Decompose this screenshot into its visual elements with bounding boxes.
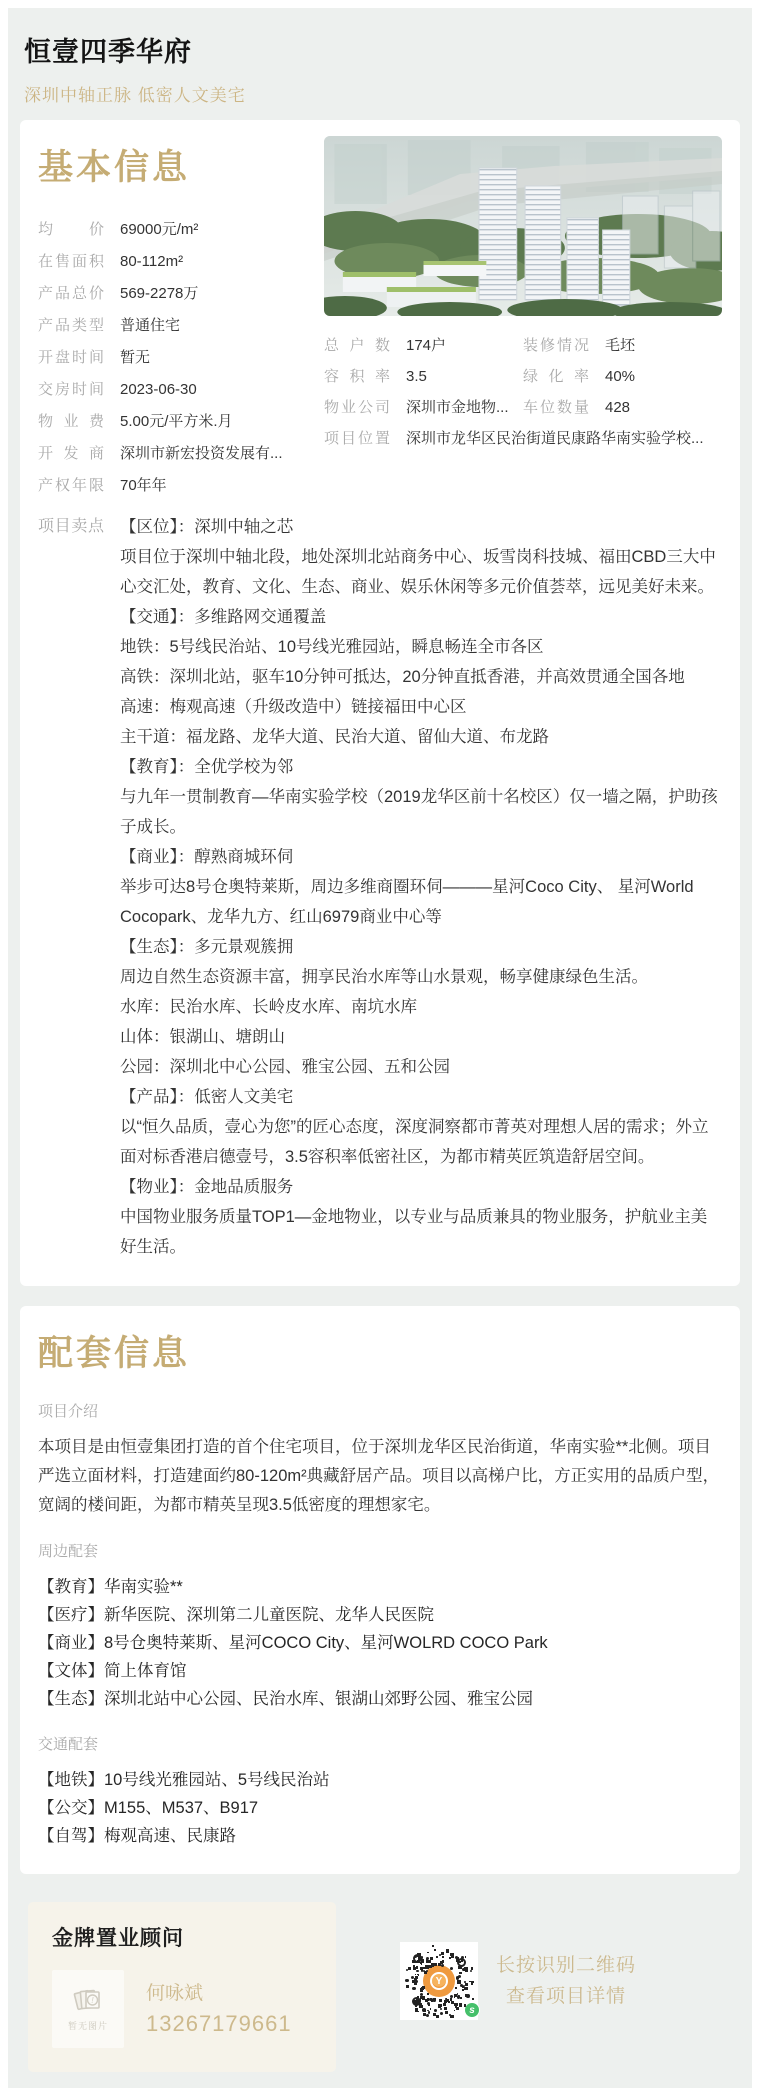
info-row-open-date xyxy=(38,342,324,374)
info-row-developer xyxy=(38,438,324,470)
info-value: 深圳市金地物... xyxy=(406,399,509,416)
selling-point-line: 周边自然生态资源丰富，拥享民治水库等山水景观，畅享健康绿色生活。 xyxy=(120,968,648,986)
selling-point-line: 【商业】：醇熟商城环伺 xyxy=(120,848,294,866)
info-label: 项目位置 xyxy=(324,430,390,447)
around-facility-item: 【文体】简上体育馆 xyxy=(38,1662,187,1680)
traffic-facility-list xyxy=(38,1766,722,1850)
consultant-card-title: 金牌置业顾问 xyxy=(52,1927,184,1950)
selling-point-line: 【交通】：多维路网交通覆盖 xyxy=(120,608,327,626)
info-value: 毛坯 xyxy=(605,337,636,354)
selling-points-section xyxy=(38,512,722,1262)
info-label: 均价 xyxy=(38,221,104,238)
traffic-facility-item: 【自驾】梅观高速、民康路 xyxy=(38,1827,236,1845)
selling-point-line: 举步可达8号仓奥特莱斯，周边多维商圈环伺———星河Coco City、 星河World Cocopark、龙华九方、红山6979商业中心等 xyxy=(120,878,694,926)
info-row-location xyxy=(324,423,722,455)
info-row-property-company xyxy=(324,392,523,423)
info-row-type xyxy=(38,310,324,342)
info-value: 70年年 xyxy=(120,477,167,494)
info-value: 深圳市新宏投资发展有... xyxy=(120,445,283,462)
qr-caption-line: 查看项目详情 xyxy=(506,1986,627,2007)
info-value: 69000元/m² xyxy=(120,221,199,238)
info-label: 物业公司 xyxy=(324,399,390,416)
consultant-phone[interactable]: 13267179661 xyxy=(146,2011,292,2036)
info-label: 装修情况 xyxy=(523,337,589,354)
no-image-text: 暂无图片 xyxy=(67,2021,108,2031)
info-value: 5.00元/平方米.月 xyxy=(120,413,233,430)
consultant-name: 何咏斌 xyxy=(146,1983,204,2004)
facility-info-card xyxy=(20,1306,740,1874)
info-row-total-price xyxy=(38,278,324,310)
info-value: 80-112m² xyxy=(120,253,184,270)
facility-info-heading: 配套信息 xyxy=(38,1334,191,1373)
info-value: 暂无 xyxy=(120,349,151,366)
around-facility-item: 【教育】华南实验** xyxy=(38,1578,183,1596)
around-facility-item: 【商业】8号仓奥特莱斯、星河COCO City、星河WOLRD COCO Park xyxy=(38,1634,548,1652)
mini-program-qr-code[interactable] xyxy=(400,1942,478,2020)
around-facility-item: 【生态】深圳北站中心公园、民治水库、银湖山郊野公园、雅宝公园 xyxy=(38,1690,533,1708)
info-value: 174户 xyxy=(406,337,447,354)
traffic-facility-label: 交通配套 xyxy=(38,1736,99,1753)
selling-point-line: 高铁：深圳北站，驱车10分钟可抵达，20分钟直抵香港，并高效贯通全国各地 xyxy=(120,668,685,686)
info-value: 普通住宅 xyxy=(120,317,181,334)
qr-block xyxy=(400,1942,636,2020)
footer-section xyxy=(28,1902,740,2072)
selling-point-line: 与九年一贯制教育—华南实验学校（2019龙华区前十名校区）仅一墙之隔，护助孩子成长。 xyxy=(120,788,718,836)
mini-program-badge-icon: s xyxy=(464,2002,480,2018)
info-label: 开盘时间 xyxy=(38,349,104,366)
consultant-card[interactable] xyxy=(28,1902,336,2072)
project-intro-text: 本项目是由恒壹集团打造的首个住宅项目，位于深圳龙华区民治街道，华南实验**北侧。项目严选立面材料，打造建面约80-120m²典藏舒居产品。项目以高梯户比，方正实用的品质户型，宽阔的楼间距，为都市精英呈现3.5低密度的理想家宅。 xyxy=(38,1438,720,1514)
qr-caption-line: 长按识别二维码 xyxy=(496,1955,637,1976)
selling-point-line: 公园：深圳北中心公园、雅宝公园、五和公园 xyxy=(120,1058,450,1076)
selling-point-line: 地铁：5号线民治站、10号线光雅园站，瞬息畅连全市各区 xyxy=(120,638,544,656)
info-value: 2023-06-30 xyxy=(120,381,197,398)
info-label: 在售面积 xyxy=(38,253,104,270)
info-label: 开发商 xyxy=(38,445,104,462)
selling-point-line: 主干道：福龙路、龙华大道、民治大道、留仙大道、布龙路 xyxy=(120,728,549,746)
info-label: 绿化率 xyxy=(523,368,589,385)
svg-text:!: ! xyxy=(91,1996,94,2005)
selling-point-line: 项目位于深圳中轴北段，地处深圳北站商务中心、坂雪岗科技城、福田CBD三大中心交汇处，教育、文化、生态、商业、娱乐休闲等多元价值荟萃，远见美好未来。 xyxy=(120,548,716,596)
traffic-facility-item: 【地铁】10号线光雅园站、5号线民治站 xyxy=(38,1771,330,1789)
info-row-price xyxy=(38,214,324,246)
info-row-area xyxy=(38,246,324,278)
selling-point-line: 【产品】：低密人文美宅 xyxy=(120,1088,294,1106)
info-value: 深圳市龙华区民治街道民康路华南实验学校... xyxy=(406,430,704,447)
info-label: 产权年限 xyxy=(38,477,104,494)
info-row-delivery-date xyxy=(38,374,324,406)
info-row-parking xyxy=(523,392,722,423)
project-title: 恒壹四季华府 xyxy=(24,37,192,67)
traffic-facility-item: 【公交】M155、M537、B917 xyxy=(38,1799,259,1817)
selling-points-text xyxy=(120,512,722,1262)
info-label: 总户数 xyxy=(324,337,390,354)
info-row-greening-rate xyxy=(523,361,722,392)
info-value: 40% xyxy=(605,368,636,385)
info-row-property-fee xyxy=(38,406,324,438)
selling-point-line: 【物业】：金地品质服务 xyxy=(120,1178,294,1196)
basic-info-card xyxy=(20,120,740,1286)
project-slogan: 深圳中轴正脉 低密人文美宅 xyxy=(24,86,246,105)
info-row-decoration xyxy=(523,330,722,361)
consultant-photo-placeholder xyxy=(52,1970,124,2048)
qr-center-logo: Y xyxy=(423,1965,455,1997)
qr-caption xyxy=(496,1950,636,2012)
selling-point-line: 水库：民治水库、长岭皮水库、南坑水库 xyxy=(120,998,417,1016)
no-image-icon xyxy=(73,1986,103,2014)
basic-info-heading: 基本信息 xyxy=(38,148,191,187)
selling-point-line: 【区位】：深圳中轴之芯 xyxy=(120,518,294,536)
around-facility-label: 周边配套 xyxy=(38,1543,99,1560)
info-value: 428 xyxy=(605,399,631,416)
selling-point-line: 【生态】：多元景观簇拥 xyxy=(120,938,294,956)
around-facility-list xyxy=(38,1573,722,1713)
info-row-plot-ratio xyxy=(324,361,523,392)
selling-points-label: 项目卖点 xyxy=(38,518,104,535)
info-label: 物业费 xyxy=(38,413,104,430)
info-value: 569-2278万 xyxy=(120,285,199,302)
selling-point-line: 中国物业服务质量TOP1—金地物业，以专业与品质兼具的物业服务，护航业主美好生活。 xyxy=(120,1208,708,1256)
page-header xyxy=(8,8,752,120)
page-background-panel xyxy=(8,8,752,2088)
info-label: 产品总价 xyxy=(38,285,104,302)
info-label: 车位数量 xyxy=(523,399,589,416)
selling-point-line: 以“恒久品质，壹心为您”的匠心态度，深度洞察都市菁英对理想人居的需求；外立面对标香港启德壹号，3.5容积率低密社区，为都市精英匠筑造舒居空间。 xyxy=(120,1118,709,1166)
selling-point-line: 【教育】：全优学校为邻 xyxy=(120,758,294,776)
info-label: 容积率 xyxy=(324,368,390,385)
project-rendering-image[interactable] xyxy=(324,136,722,316)
around-facility-item: 【医疗】新华医院、深圳第二儿童医院、龙华人民医院 xyxy=(38,1606,434,1624)
selling-point-line: 山体：银湖山、塘朗山 xyxy=(120,1028,285,1046)
info-row-households xyxy=(324,330,523,361)
selling-point-line: 高速：梅观高速（升级改造中）链接福田中心区 xyxy=(120,698,467,716)
info-row-tenure xyxy=(38,470,324,502)
project-intro-label: 项目介绍 xyxy=(38,1403,99,1420)
info-label: 交房时间 xyxy=(38,381,104,398)
info-label: 产品类型 xyxy=(38,317,104,334)
info-value: 3.5 xyxy=(406,368,427,385)
